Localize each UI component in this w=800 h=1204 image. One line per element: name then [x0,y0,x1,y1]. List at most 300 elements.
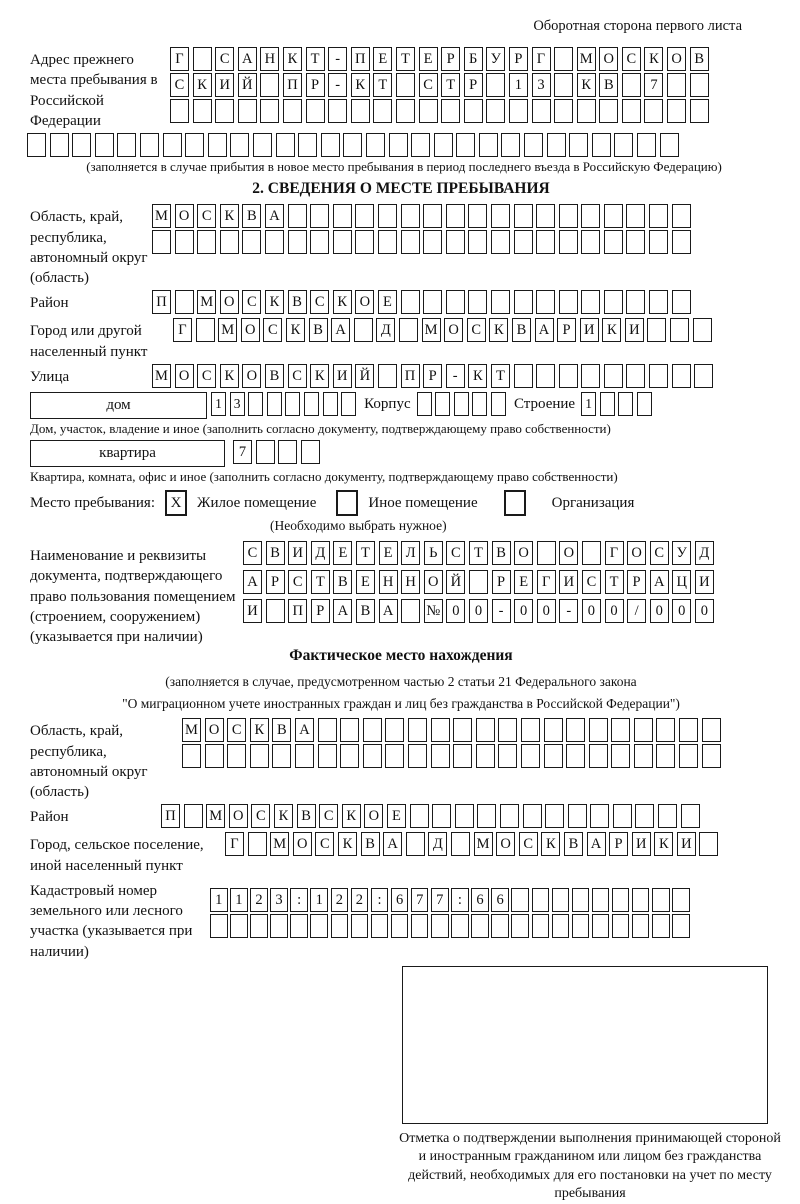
char-cell[interactable]: О [229,804,248,828]
char-cell[interactable]: С [582,570,601,594]
char-cell[interactable] [434,133,453,157]
char-cell[interactable]: 2 [331,888,349,912]
char-cell[interactable] [581,204,600,228]
char-cell[interactable] [205,744,224,768]
char-cell[interactable]: К [286,318,305,342]
char-cell[interactable]: Е [514,570,533,594]
char-cell[interactable] [378,204,397,228]
char-cell[interactable] [331,914,349,938]
char-cell[interactable] [511,914,529,938]
char-cell[interactable] [306,99,325,123]
char-cell[interactable]: С [227,718,246,742]
char-cell[interactable] [644,99,663,123]
char-cell[interactable] [310,230,329,254]
char-cell[interactable] [672,230,691,254]
char-cell[interactable]: К [644,47,663,71]
char-cell[interactable] [566,744,585,768]
char-cell[interactable]: Е [419,47,438,71]
char-cell[interactable]: С [310,290,329,314]
char-cell[interactable] [572,914,590,938]
char-cell[interactable] [248,392,263,416]
char-cell[interactable] [250,744,269,768]
char-cell[interactable]: 6 [471,888,489,912]
char-cell[interactable]: Т [469,541,488,565]
char-cell[interactable]: Р [492,570,511,594]
char-cell[interactable]: М [152,364,171,388]
char-cell[interactable] [366,133,385,157]
char-cell[interactable] [690,73,709,97]
char-cell[interactable]: У [672,541,691,565]
char-cell[interactable] [321,133,340,157]
char-cell[interactable] [612,914,630,938]
char-cell[interactable]: С [315,832,334,856]
char-cell[interactable]: М [218,318,237,342]
char-cell[interactable]: А [379,599,398,623]
char-cell[interactable] [343,133,362,157]
char-cell[interactable] [197,230,216,254]
char-cell[interactable]: - [328,73,347,97]
char-cell[interactable] [363,718,382,742]
char-cell[interactable] [276,133,295,157]
char-cell[interactable] [295,744,314,768]
char-cell[interactable]: В [265,364,284,388]
char-cell[interactable]: Н [401,570,420,594]
char-cell[interactable]: В [309,318,328,342]
char-cell[interactable]: А [265,204,284,228]
char-cell[interactable]: Р [609,832,628,856]
char-cell[interactable]: Ь [424,541,443,565]
char-cell[interactable]: П [401,364,420,388]
char-cell[interactable]: А [243,570,262,594]
char-cell[interactable] [260,73,279,97]
char-cell[interactable] [614,133,633,157]
char-cell[interactable]: К [250,718,269,742]
char-cell[interactable] [406,832,425,856]
char-cell[interactable] [175,290,194,314]
char-cell[interactable] [559,364,578,388]
char-cell[interactable]: И [243,599,262,623]
char-cell[interactable] [476,744,495,768]
char-cell[interactable] [577,99,596,123]
char-cell[interactable] [649,364,668,388]
char-cell[interactable] [435,392,450,416]
char-cell[interactable]: П [283,73,302,97]
char-cell[interactable]: О [599,47,618,71]
char-cell[interactable]: - [559,599,578,623]
char-cell[interactable] [699,832,718,856]
char-cell[interactable]: - [492,599,511,623]
char-cell[interactable] [310,914,328,938]
char-cell[interactable]: К [541,832,560,856]
char-cell[interactable] [604,364,623,388]
char-cell[interactable] [256,440,275,464]
char-cell[interactable] [652,914,670,938]
char-cell[interactable] [521,744,540,768]
char-cell[interactable]: О [205,718,224,742]
char-cell[interactable]: О [293,832,312,856]
char-cell[interactable] [514,204,533,228]
char-cell[interactable]: Ц [672,570,691,594]
char-cell[interactable]: С [446,541,465,565]
char-cell[interactable]: Р [266,570,285,594]
char-cell[interactable] [270,914,288,938]
char-cell[interactable]: В [690,47,709,71]
char-cell[interactable]: 0 [537,599,556,623]
char-cell[interactable] [647,318,666,342]
char-cell[interactable] [290,914,308,938]
char-cell[interactable]: С [215,47,234,71]
char-cell[interactable] [265,230,284,254]
char-cell[interactable] [634,718,653,742]
char-cell[interactable]: И [677,832,696,856]
char-cell[interactable] [371,914,389,938]
char-cell[interactable] [227,744,246,768]
char-cell[interactable]: А [587,832,606,856]
char-cell[interactable] [536,290,555,314]
char-cell[interactable]: 1 [230,888,248,912]
char-cell[interactable] [500,804,519,828]
char-cell[interactable]: К [489,318,508,342]
char-cell[interactable] [304,392,319,416]
checkbox-zhiloe-pomeshchenie[interactable]: X [165,490,187,516]
char-cell[interactable] [536,204,555,228]
char-cell[interactable]: О [242,364,261,388]
char-cell[interactable] [637,392,652,416]
char-cell[interactable]: В [333,570,352,594]
char-cell[interactable] [423,230,442,254]
char-cell[interactable] [410,804,429,828]
char-cell[interactable] [318,718,337,742]
char-cell[interactable] [672,204,691,228]
char-cell[interactable]: Й [355,364,374,388]
char-cell[interactable]: О [444,318,463,342]
char-cell[interactable] [672,914,690,938]
char-cell[interactable] [626,230,645,254]
char-cell[interactable] [679,718,698,742]
char-cell[interactable]: Е [356,570,375,594]
char-cell[interactable] [184,804,203,828]
char-cell[interactable]: 1 [581,392,596,416]
char-cell[interactable]: 1 [210,888,228,912]
char-cell[interactable] [230,914,248,938]
char-cell[interactable] [486,73,505,97]
char-cell[interactable]: Т [356,541,375,565]
char-cell[interactable]: В [599,73,618,97]
char-cell[interactable]: Й [446,570,465,594]
char-cell[interactable]: А [331,318,350,342]
char-cell[interactable]: 1 [509,73,528,97]
char-cell[interactable] [455,804,474,828]
char-cell[interactable]: № [424,599,443,623]
char-cell[interactable]: О [364,804,383,828]
char-cell[interactable]: Р [627,570,646,594]
char-cell[interactable]: В [266,541,285,565]
char-cell[interactable]: О [220,290,239,314]
char-cell[interactable] [242,230,261,254]
char-cell[interactable] [649,290,668,314]
char-cell[interactable]: О [355,290,374,314]
char-cell[interactable]: С [419,73,438,97]
char-cell[interactable] [667,73,686,97]
char-cell[interactable] [679,744,698,768]
char-cell[interactable] [537,541,556,565]
char-cell[interactable] [50,133,69,157]
char-cell[interactable] [536,230,555,254]
char-cell[interactable] [511,888,529,912]
char-cell[interactable] [391,914,409,938]
char-cell[interactable] [401,204,420,228]
char-cell[interactable]: И [559,570,578,594]
char-cell[interactable] [378,230,397,254]
char-cell[interactable] [637,133,656,157]
char-cell[interactable] [568,804,587,828]
char-cell[interactable] [272,744,291,768]
char-cell[interactable]: 0 [469,599,488,623]
char-cell[interactable] [590,804,609,828]
char-cell[interactable]: Г [537,570,556,594]
char-cell[interactable]: 1 [310,888,328,912]
char-cell[interactable] [536,364,555,388]
char-cell[interactable] [453,744,472,768]
char-cell[interactable] [396,73,415,97]
char-cell[interactable] [552,914,570,938]
char-cell[interactable] [532,888,550,912]
char-cell[interactable] [554,99,573,123]
char-cell[interactable]: Т [311,570,330,594]
char-cell[interactable] [667,99,686,123]
char-cell[interactable] [318,744,337,768]
char-cell[interactable] [523,804,542,828]
char-cell[interactable]: Д [428,832,447,856]
char-cell[interactable] [476,718,495,742]
char-cell[interactable] [453,718,472,742]
char-cell[interactable] [328,99,347,123]
char-cell[interactable] [423,204,442,228]
char-cell[interactable] [456,133,475,157]
char-cell[interactable] [634,744,653,768]
char-cell[interactable] [702,718,721,742]
char-cell[interactable] [521,718,540,742]
char-cell[interactable] [399,318,418,342]
char-cell[interactable] [468,230,487,254]
char-cell[interactable]: 0 [672,599,691,623]
char-cell[interactable] [468,204,487,228]
char-cell[interactable] [632,888,650,912]
char-cell[interactable]: 6 [391,888,409,912]
char-cell[interactable]: В [288,290,307,314]
char-cell[interactable] [559,230,578,254]
char-cell[interactable] [310,204,329,228]
house-type-box[interactable] [30,392,207,419]
char-cell[interactable] [552,888,570,912]
char-cell[interactable] [215,99,234,123]
char-cell[interactable] [582,541,601,565]
char-cell[interactable] [230,133,249,157]
char-cell[interactable]: 3 [270,888,288,912]
char-cell[interactable] [471,914,489,938]
char-cell[interactable] [266,599,285,623]
char-cell[interactable]: Р [423,364,442,388]
char-cell[interactable] [569,133,588,157]
char-cell[interactable] [486,99,505,123]
char-cell[interactable] [401,290,420,314]
char-cell[interactable] [288,230,307,254]
char-cell[interactable]: Д [376,318,395,342]
char-cell[interactable] [604,230,623,254]
char-cell[interactable] [446,290,465,314]
char-cell[interactable] [355,230,374,254]
char-cell[interactable] [220,230,239,254]
char-cell[interactable]: И [695,570,714,594]
char-cell[interactable]: С [243,541,262,565]
char-cell[interactable]: 3 [230,392,245,416]
char-cell[interactable] [672,290,691,314]
char-cell[interactable] [491,230,510,254]
char-cell[interactable]: С [319,804,338,828]
checkbox-organizatsiya[interactable] [504,490,526,516]
char-cell[interactable]: 3 [532,73,551,97]
char-cell[interactable] [566,718,585,742]
char-cell[interactable] [432,804,451,828]
char-cell[interactable]: Г [225,832,244,856]
char-cell[interactable] [599,99,618,123]
char-cell[interactable] [417,392,432,416]
char-cell[interactable]: 2 [351,888,369,912]
char-cell[interactable] [581,364,600,388]
char-cell[interactable]: С [519,832,538,856]
char-cell[interactable]: В [356,599,375,623]
char-cell[interactable]: Е [333,541,352,565]
char-cell[interactable]: К [333,290,352,314]
char-cell[interactable] [491,392,506,416]
char-cell[interactable]: / [627,599,646,623]
char-cell[interactable] [592,914,610,938]
char-cell[interactable] [491,914,509,938]
char-cell[interactable] [611,744,630,768]
char-cell[interactable]: Т [491,364,510,388]
char-cell[interactable] [185,133,204,157]
char-cell[interactable]: Е [379,541,398,565]
char-cell[interactable] [618,392,633,416]
char-cell[interactable]: 0 [582,599,601,623]
char-cell[interactable] [524,133,543,157]
char-cell[interactable]: Л [401,541,420,565]
char-cell[interactable]: И [632,832,651,856]
char-cell[interactable]: О [514,541,533,565]
char-cell[interactable]: П [152,290,171,314]
apartment-type-box[interactable] [30,440,225,467]
char-cell[interactable] [656,718,675,742]
char-cell[interactable] [248,832,267,856]
char-cell[interactable] [632,914,650,938]
char-cell[interactable]: Й [238,73,257,97]
char-cell[interactable] [572,888,590,912]
char-cell[interactable]: С [170,73,189,97]
char-cell[interactable]: 0 [650,599,669,623]
char-cell[interactable] [509,99,528,123]
char-cell[interactable] [498,744,517,768]
char-cell[interactable]: У [486,47,505,71]
char-cell[interactable]: К [351,73,370,97]
char-cell[interactable] [193,99,212,123]
char-cell[interactable]: А [295,718,314,742]
char-cell[interactable]: Т [373,73,392,97]
char-cell[interactable] [385,744,404,768]
char-cell[interactable]: Е [387,804,406,828]
char-cell[interactable] [544,718,563,742]
char-cell[interactable]: П [288,599,307,623]
char-cell[interactable] [411,914,429,938]
char-cell[interactable]: М [206,804,225,828]
char-cell[interactable]: Р [557,318,576,342]
char-cell[interactable] [464,99,483,123]
char-cell[interactable] [532,99,551,123]
char-cell[interactable]: О [559,541,578,565]
char-cell[interactable] [477,804,496,828]
char-cell[interactable] [622,73,641,97]
char-cell[interactable]: - [328,47,347,71]
char-cell[interactable] [152,230,171,254]
char-cell[interactable]: 0 [605,599,624,623]
char-cell[interactable]: Р [509,47,528,71]
char-cell[interactable] [351,914,369,938]
char-cell[interactable]: Р [311,599,330,623]
char-cell[interactable]: К [338,832,357,856]
char-cell[interactable] [27,133,46,157]
char-cell[interactable]: О [424,570,443,594]
char-cell[interactable]: К [193,73,212,97]
char-cell[interactable] [117,133,136,157]
char-cell[interactable] [288,204,307,228]
char-cell[interactable]: 0 [695,599,714,623]
char-cell[interactable]: Г [532,47,551,71]
char-cell[interactable] [544,744,563,768]
char-cell[interactable]: М [270,832,289,856]
char-cell[interactable] [589,718,608,742]
char-cell[interactable]: Е [373,47,392,71]
char-cell[interactable] [278,440,297,464]
char-cell[interactable]: С [197,204,216,228]
char-cell[interactable]: О [175,204,194,228]
char-cell[interactable]: Т [306,47,325,71]
char-cell[interactable]: - [446,364,465,388]
char-cell[interactable] [622,99,641,123]
char-cell[interactable]: К [274,804,293,828]
char-cell[interactable]: А [238,47,257,71]
char-cell[interactable] [378,364,397,388]
char-cell[interactable]: О [496,832,515,856]
char-cell[interactable] [693,318,712,342]
char-cell[interactable]: 2 [250,888,268,912]
char-cell[interactable] [532,914,550,938]
char-cell[interactable]: 7 [431,888,449,912]
char-cell[interactable]: К [577,73,596,97]
char-cell[interactable]: В [492,541,511,565]
char-cell[interactable] [672,364,691,388]
char-cell[interactable]: К [220,204,239,228]
char-cell[interactable] [672,888,690,912]
char-cell[interactable] [635,804,654,828]
char-cell[interactable] [514,290,533,314]
char-cell[interactable]: С [650,541,669,565]
char-cell[interactable]: : [290,888,308,912]
char-cell[interactable]: С [263,318,282,342]
char-cell[interactable] [333,204,352,228]
char-cell[interactable] [652,888,670,912]
char-cell[interactable] [660,133,679,157]
char-cell[interactable]: 7 [644,73,663,97]
char-cell[interactable]: : [451,888,469,912]
